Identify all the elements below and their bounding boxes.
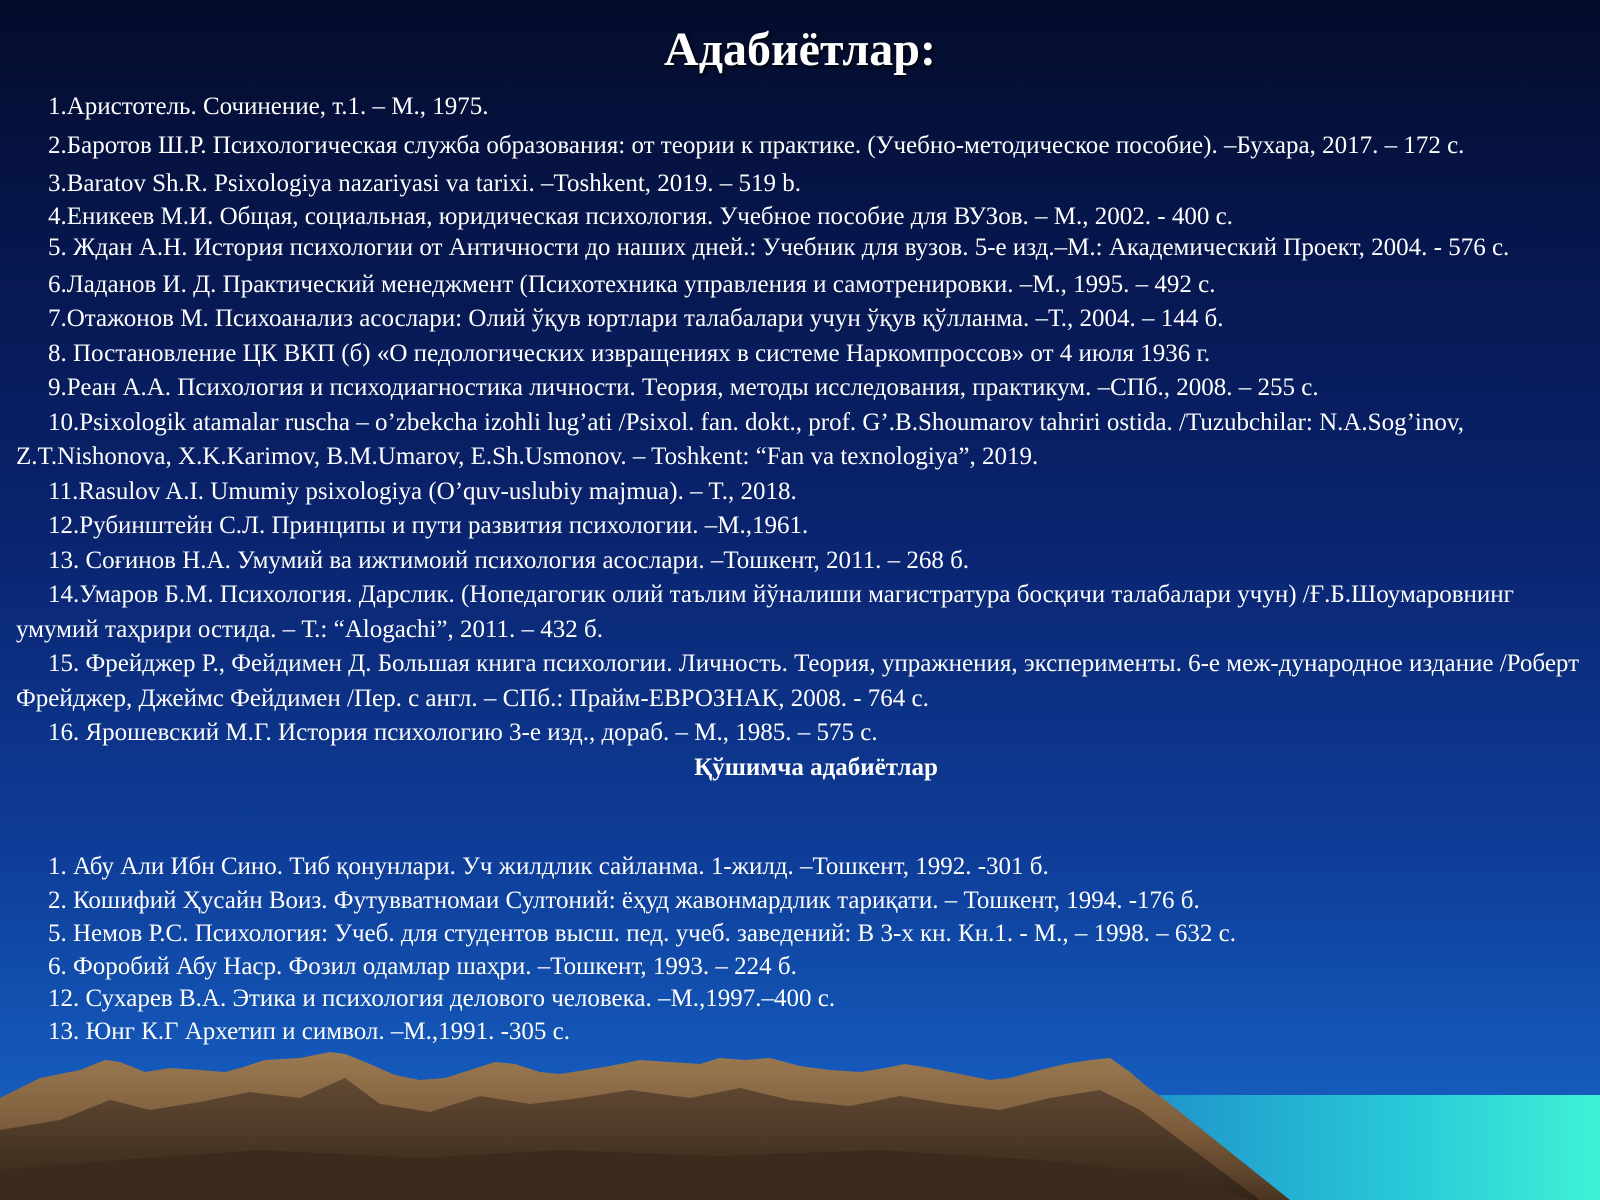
reference-item: 16. Ярошевский М.Г. История психологию 3-е изд., дораб. – М., 1985. – 575 с. xyxy=(48,719,878,746)
additional-references-heading: Қўшимча адабиётлар xyxy=(694,753,938,781)
reference-item: 5. Ждан А.Н. История психологии от Античности до наших дней.: Учебник для вузов. 5-е изд.–М.: Академический Проект, 2004. - 576 с. xyxy=(48,233,1510,261)
additional-references-list xyxy=(16,850,1586,1048)
reference-item: 15. Фрейджер Р., Фейдимен Д. Большая книга психологии. Личность. Теория, упражнения, эксперименты. 6-е меж-дународное издание /Роберт Фрейджер, Джеймс Фейдимен /Пер. с англ. – СПб.: Прайм-ЕВРОЗНАК, 2008. - 764 с. xyxy=(16,650,1580,712)
references-list xyxy=(16,90,1586,785)
reference-item: 7.Отажонов М. Психоанализ асослари: Олий ўқув юртлари талабалари учун ўқув қўлланма. –Т., 2004. – 144 б. xyxy=(48,305,1224,332)
additional-reference-item: 5. Немов Р.С. Психология: Учеб. для студентов высш. пед. учеб. заведений: В 3-х кн. Кн.1. - М., – 1998. – 632 с. xyxy=(48,920,1237,947)
reference-item: 13. Соғинов Н.А. Умумий ва ижтимоий психология асослари. –Тошкент, 2011. – 268 б. xyxy=(48,546,970,574)
reference-item: 1.Аристотель. Сочинение, т.1. – М., 1975. xyxy=(48,93,489,120)
reference-item: 8. Постановление ЦК ВКП (б) «О педологических извращениях в системе Наркомпроссов» от 4 июля 1936 г. xyxy=(48,339,1211,367)
reference-item: 2.Баротов Ш.Р. Психологическая служба образования: от теории к практике. (Учебно-методическое пособие). –Бухара, 2017. – 172 с. xyxy=(48,131,1465,159)
reference-item: 10.Psixologik atamalar ruscha – o’zbekcha izohli lug’ati /Psixol. fan. dokt., prof. G’.B.Shoumarov tahriri ostida. /Tuzubchilar: N.A.Sog’inov, Z.T.Nishonova, X.K.Karimov, B.M.Umarov, E.Sh.Usmonov. – Toshkent: “Fan va texnologiya”, 2019. xyxy=(16,408,1464,470)
slide-title: Адабиётлар: xyxy=(664,23,936,76)
additional-reference-item: 12. Сухарев В.А. Этика и психология делового человека. –М.,1997.–400 с. xyxy=(48,985,836,1012)
additional-reference-item: 6. Форобий Абу Наср. Фозил одамлар шаҳри. –Тошкент, 1993. – 224 б. xyxy=(48,952,797,980)
reference-item: 6.Ладанов И. Д. Практический менеджмент (Психотехника управления и самотренировки. –М., 1995. – 492 с. xyxy=(48,270,1216,298)
reference-item: 3.Baratov Sh.R. Psixologiya nazariyasi va tarixi. –Toshkent, 2019. – 519 b. xyxy=(48,170,802,197)
reference-item: 12.Рубинштейн С.Л. Принципы и пути развития психологии. –М.,1961. xyxy=(48,512,809,539)
reference-item: 9.Реан А.А. Психология и психодиагностика личности. Теория, методы исследования, практикум. –СПб., 2008. – 255 с. xyxy=(48,374,1319,401)
additional-reference-item: 2. Кошифий Ҳусайн Воиз. Футувватномаи Султоний: ёҳуд жавонмардлик тариқати. – Тошкент, 1994. -176 б. xyxy=(48,887,1200,914)
reference-item: 14.Умаров Б.М. Психология. Дарслик. (Нопедагогик олий таълим йўналиши магистратура босқичи талабалари учун) /Ғ.Б.Шоумаровнинг умумий таҳрири остида. – Т.: “Alogachi”, 2011. – 432 б. xyxy=(16,581,1514,643)
reference-item: 4.Еникеев М.И. Общая, социальная, юридическая психология. Учебное пособие для ВУЗов. – М., 2002. - 400 с. xyxy=(48,202,1233,230)
additional-reference-item: 13. Юнг К.Г Архетип и символ. –М.,1991. -305 с. xyxy=(48,1017,571,1045)
reference-item: 11.Rasulov A.I. Umumiy psixologiya (O’quv-uslubiy majmua). – T., 2018. xyxy=(48,477,797,505)
additional-reference-item: 1. Абу Али Ибн Сино. Тиб қонунлари. Уч жилдлик сайланма. 1-жилд. –Тошкент, 1992. -301 б. xyxy=(48,853,1049,880)
